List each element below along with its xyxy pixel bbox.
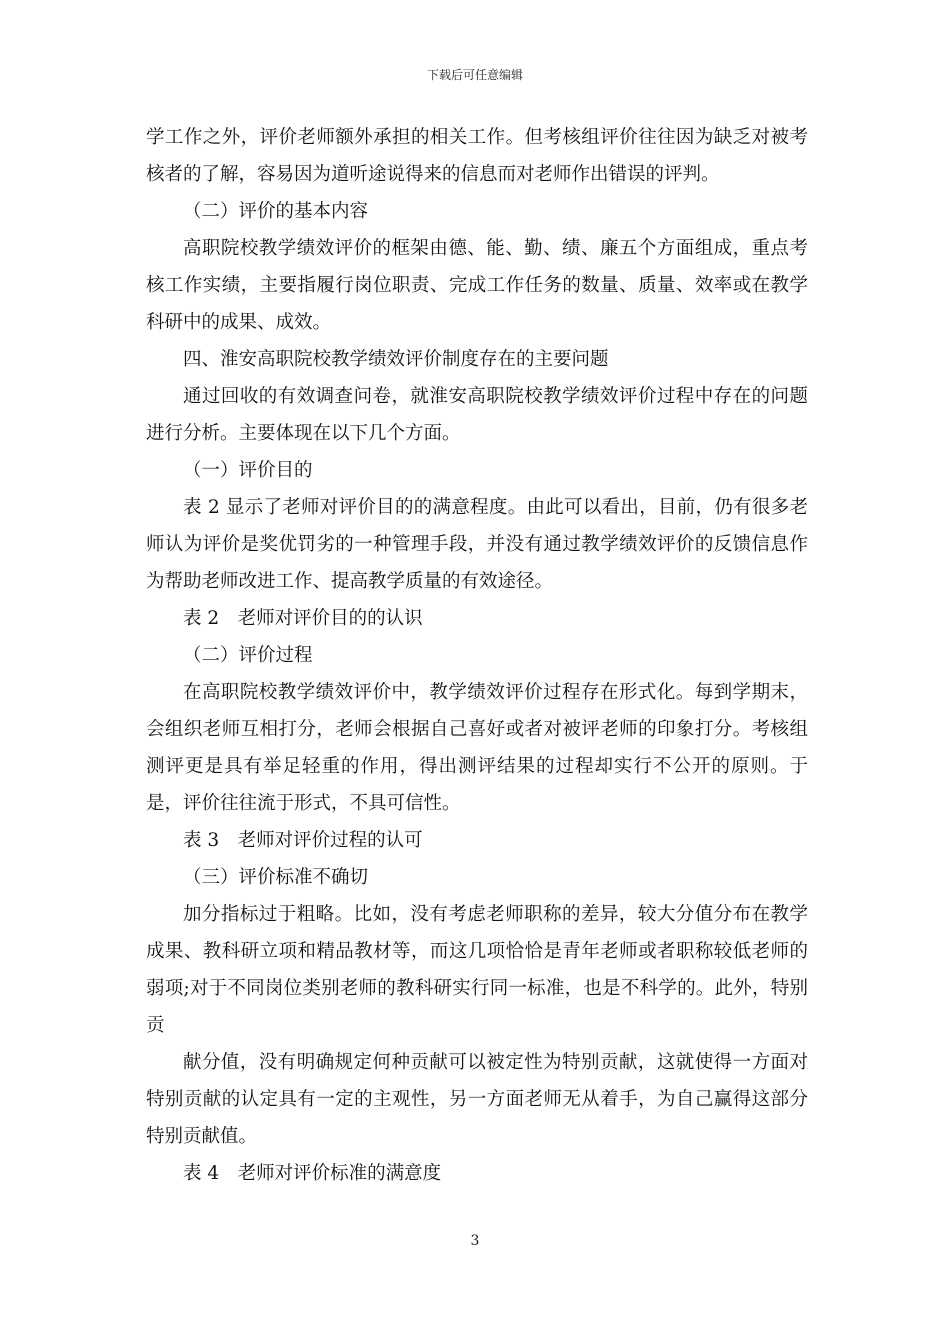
table-caption: 表 3 老师对评价过程的认可 [183,830,423,851]
paragraph: 通过回收的有效调查问卷，就淮安高职院校教学绩效评价过程中存在的问题进行分析。主要体现在以下几个方面。 [146,386,808,444]
document-body [146,119,808,1192]
paragraph: 学工作之外，评价老师额外承担的相关工作。但考核组评价往往因为缺乏对被考核者的了解，容易因为道听途说得来的信息而对老师作出错误的评判。 [146,127,808,185]
section-heading: （二）评价的基本内容 [183,201,369,222]
section-heading: （三）评价标准不确切 [183,867,369,888]
paragraph: 献分值，没有明确规定何种贡献可以被定性为特别贡献，这就使得一方面对特别贡献的认定具有一定的主观性，另一方面老师无从着手，为自己赢得这部分特别贡献值。 [146,1052,808,1147]
section-heading: 四、淮安高职院校教学绩效评价制度存在的主要问题 [183,349,609,370]
table-caption: 表 2 老师对评价目的的认识 [183,608,423,629]
paragraph: 加分指标过于粗略。比如，没有考虑老师职称的差异，较大分值分布在教学成果、教科研立项和精品教材等，而这几项恰恰是青年老师或者职称较低老师的弱项;对于不同岗位类别老师的教科研实行同一标准，也是不科学的。此外，特别贡 [146,904,808,1036]
paragraph: 高职院校教学绩效评价的框架由德、能、勤、绩、廉五个方面组成，重点考核工作实绩，主要指履行岗位职责、完成工作任务的数量、质量、效率或在教学科研中的成果、成效。 [146,238,808,333]
paragraph: 表 2 显示了老师对评价目的的满意程度。由此可以看出，目前，仍有很多老师认为评价是奖优罚劣的一种管理手段，并没有通过教学绩效评价的反馈信息作为帮助老师改进工作、提高教学质量的有效途径。 [146,497,808,592]
section-heading: （二）评价过程 [183,645,313,666]
paragraph: 在高职院校教学绩效评价中，教学绩效评价过程存在形式化。每到学期末，会组织老师互相打分，老师会根据自己喜好或者对被评老师的印象打分。考核组测评更是具有举足轻重的作用，得出测评结果的过程却实行不公开的原则。于是，评价往往流于形式，不具可信性。 [146,682,808,814]
page-number: 3 [470,1233,480,1249]
section-heading: （一）评价目的 [183,460,313,481]
page-header: 下载后可任意编辑 [426,68,523,82]
table-caption: 表 4 老师对评价标准的满意度 [183,1163,442,1184]
